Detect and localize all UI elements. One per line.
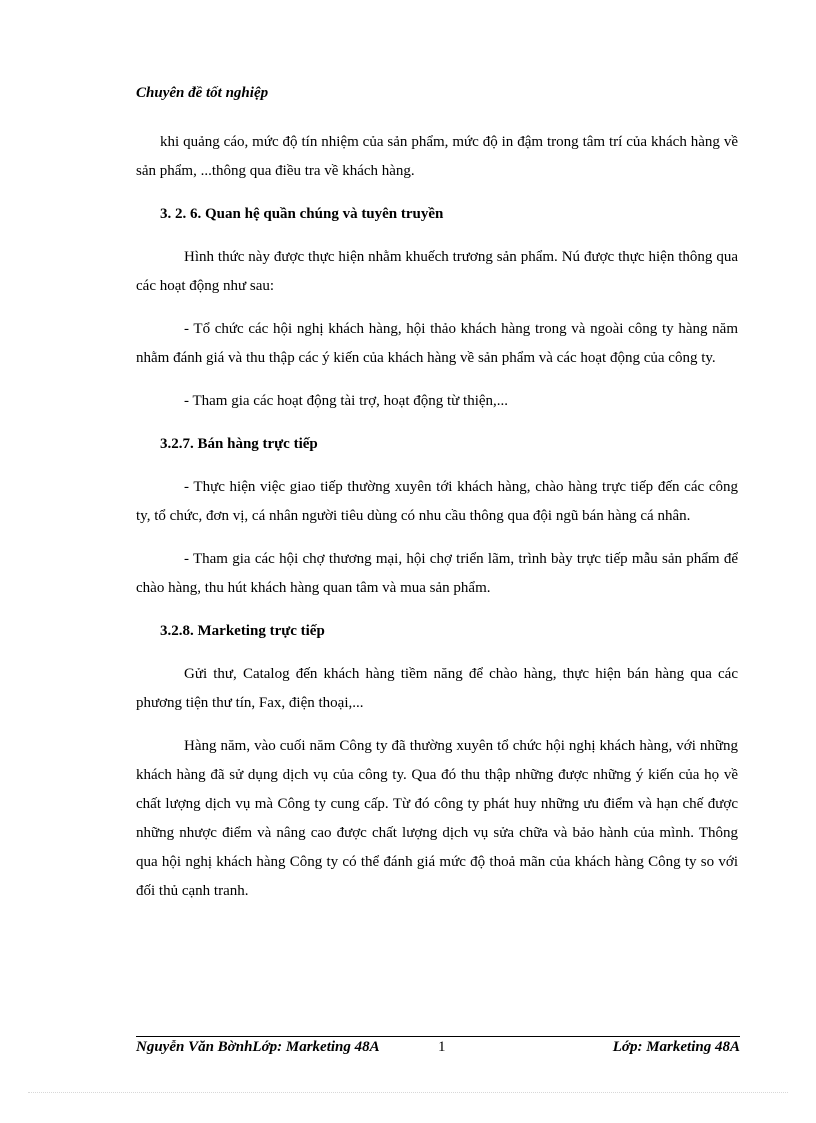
paragraph-intro-pr: Hình thức này được thực hiện nhằm khuếch trương sản phẩm. Nú được thực hiện thông qua các hoạt động như sau: [136, 249, 738, 294]
section-heading-3-2-8: 3.2.8. Marketing trực tiếp [160, 623, 325, 639]
footer-page-number: 1 [438, 1039, 446, 1055]
paragraph-bullet-conferences: - Tổ chức các hội nghị khách hàng, hội thảo khách hàng trong và ngoài công ty hàng năm nhằm đánh giá và thu thập các ý kiến của khách hàng về sản phẩm và các hoạt động của công ty. [136, 321, 738, 366]
document-body [136, 128, 738, 920]
footer-class-label: Lớp: Marketing 48A [612, 1039, 740, 1055]
paragraph-direct-mail: Gửi thư, Catalog đến khách hàng tiềm năng để chào hàng, thực hiện bán hàng qua các phương tiện thư tín, Fax, điện thoại,... [136, 666, 738, 711]
paragraph-continuation: khi quảng cáo, mức độ tín nhiệm của sản phẩm, mức độ in đậm trong tâm trí của khách hàng về sản phẩm, ...thông qua điều tra về khách hàng. [136, 134, 738, 179]
footer-divider [136, 1036, 740, 1037]
page-footer [136, 1039, 740, 1061]
paragraph-bullet-trade-fairs: - Tham gia các hội chợ thương mại, hội chợ triển lãm, trình bày trực tiếp mẫu sản phẩm để chào hàng, thu hút khách hàng quan tâm và mua sản phẩm. [136, 551, 738, 596]
section-heading-3-2-7: 3.2.7. Bán hàng trực tiếp [160, 436, 318, 452]
footer-author-class: Nguyễn Văn BờnhLớp: Marketing 48A [136, 1039, 380, 1055]
section-heading-3-2-6: 3. 2. 6. Quan hệ quần chúng và tuyên truyền [160, 206, 444, 222]
paragraph-bullet-sponsorship: - Tham gia các hoạt động tài trợ, hoạt động từ thiện,... [184, 393, 509, 409]
paragraph-annual-conference: Hàng năm, vào cuối năm Công ty đã thường xuyên tổ chức hội nghị khách hàng, với những khách hàng đã sử dụng dịch vụ của công ty. Qua đó thu thập những được những ý kiến của họ về chất lượng dịch vụ mà Công ty cung cấp. Từ đó công ty phát huy những ưu điểm và hạn chế được những nhược điểm và nâng cao được chất lượng dịch vụ sửa chữa và bảo hành của mình. Thông qua hội nghị khách hàng Công ty có thể đánh giá mức độ thoả mãn của khách hàng Công ty so với đối thủ cạnh tranh. [136, 738, 738, 899]
page-bottom-edge [28, 1092, 788, 1093]
page-header-title: Chuyên đề tốt nghiệp [136, 85, 269, 101]
paragraph-bullet-direct-contact: - Thực hiện việc giao tiếp thường xuyên tới khách hàng, chào hàng trực tiếp đến các công ty, tổ chức, đơn vị, cá nhân người tiêu dùng có nhu cầu thông qua đội ngũ bán hàng cá nhân. [136, 479, 738, 524]
